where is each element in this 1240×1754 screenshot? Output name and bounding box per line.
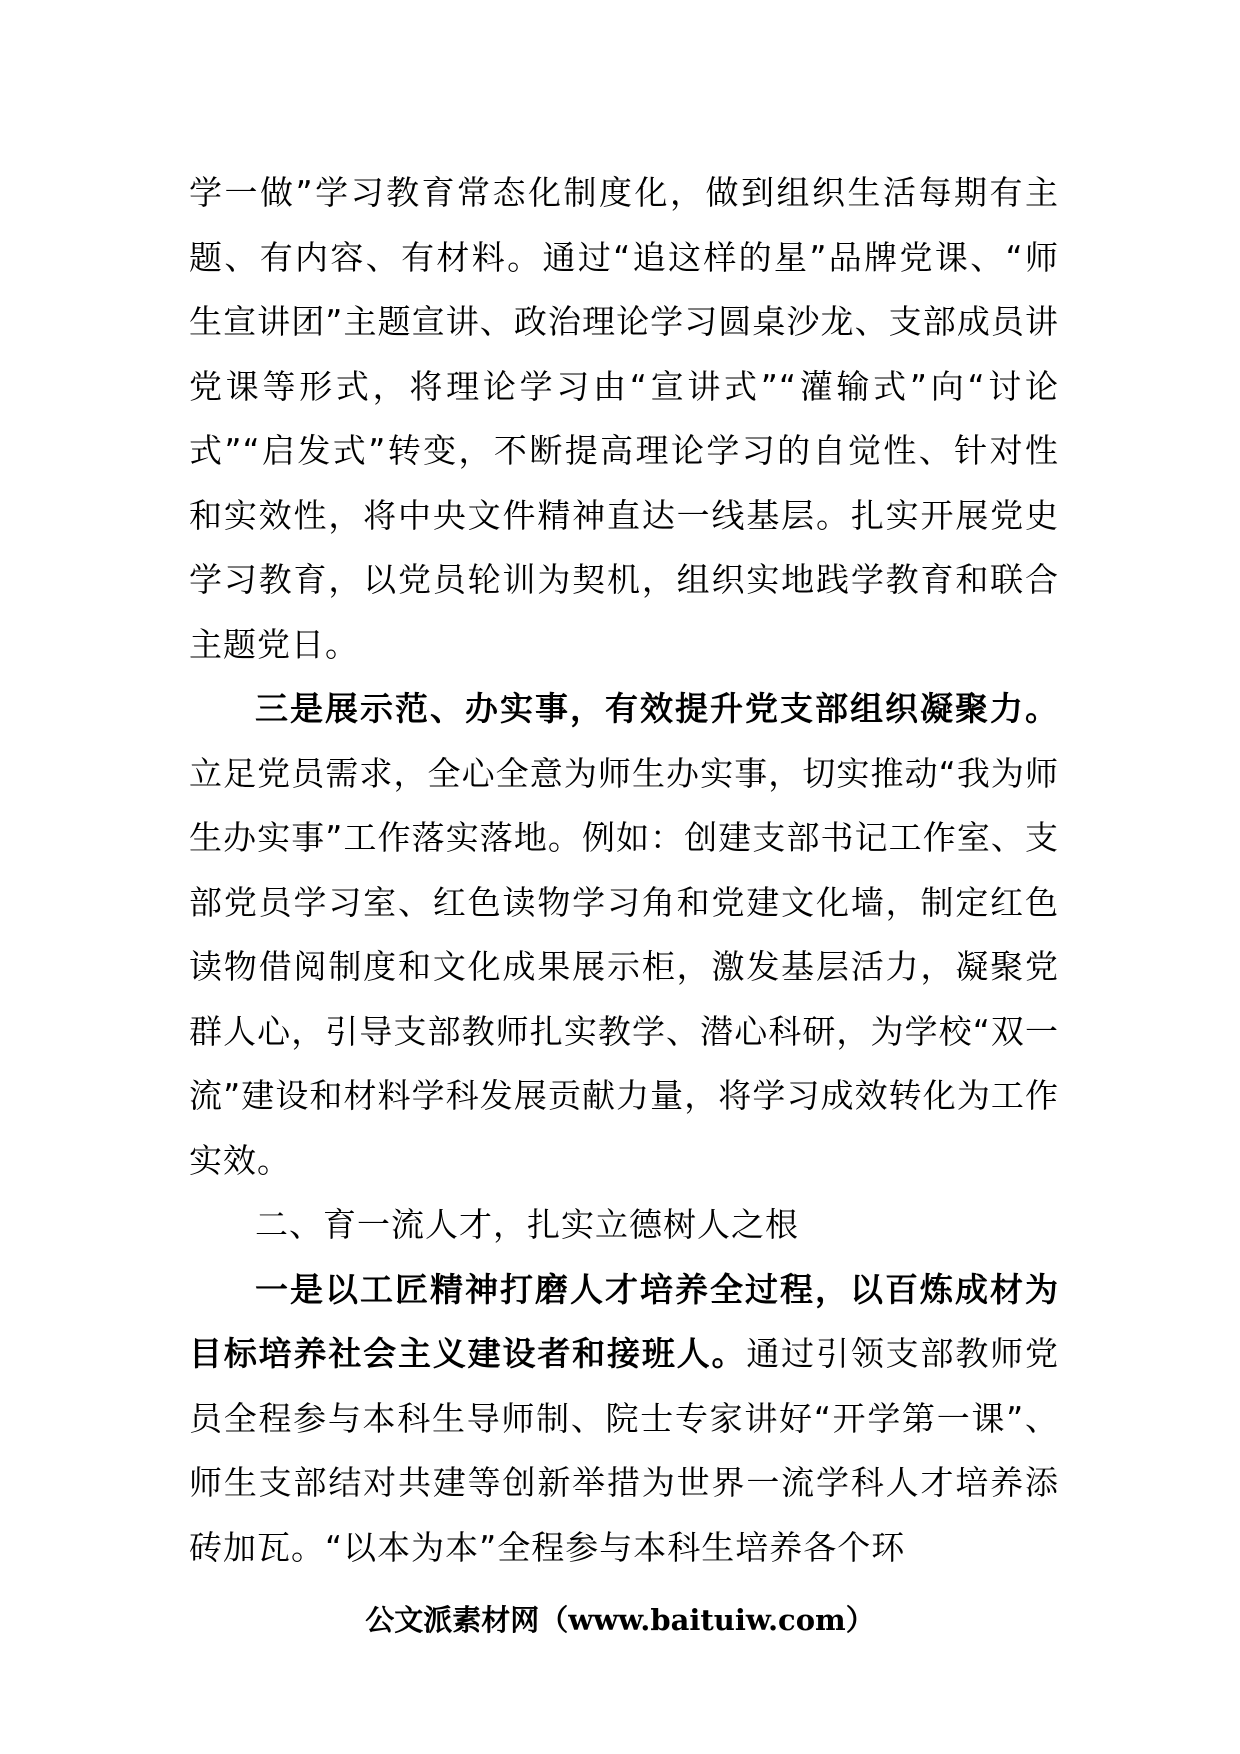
paragraph-continuation	[189, 161, 1059, 677]
section-heading	[189, 1193, 1059, 1258]
paragraph-text: 立足党员需求，全心全意为师生办实事，切实推动“我为师生办实事”工作落实落地。例如：创建支部书记工作室、支部党员学习室、红色读物学习角和党建文化墙，制定红色读物借阅制度和文化成果展示柜，激发基层活力，凝聚党群人心，引导支部教师扎实教学、潜心科研，为学校“双一流”建设和材料学科发展贡献力量，将学习成效转化为工作实效。	[189, 753, 1059, 1180]
paragraph-bold-lead: 一是以工匠精神打磨人才培养全过程，以百炼成材为目标培养社会主义建设者和接班人。	[189, 1269, 1059, 1373]
paragraph-text: 通过引领支部教师党员全程参与本科生导师制、院士专家讲好“开学第一课”、师生支部结对共建等创新举措为世界一流学科人才培养添砖加瓦。“以本为本”全程参与本科生培养各个环	[189, 1334, 1060, 1567]
paragraph-point-one	[189, 1258, 1059, 1581]
document-body	[189, 161, 1059, 1580]
paragraph-text: 学一做”学习教育常态化制度化，做到组织生活每期有主题、有内容、有材料。通过“追这样的星”品牌党课、“师生宣讲团”主题宣讲、政治理论学习圆桌沙龙、支部成员讲党课等形式，将理论学习由“宣讲式”“灌输式”向“讨论式”“启发式”转变，不断提高理论学习的自觉性、针对性和实效性，将中央文件精神直达一线基层。扎实开展党史学习教育，以党员轮训为契机，组织实地践学教育和联合主题党日。	[189, 173, 1059, 664]
section-heading-text: 二、育一流人才，扎实立德树人之根	[255, 1205, 799, 1244]
footer-watermark: 公文派素材网（www.baituiw.com）	[365, 1603, 875, 1637]
paragraph-bold-lead: 三是展示范、办实事，有效提升党支部组织凝聚力。	[255, 689, 1059, 728]
paragraph-point-three	[189, 677, 1059, 1193]
